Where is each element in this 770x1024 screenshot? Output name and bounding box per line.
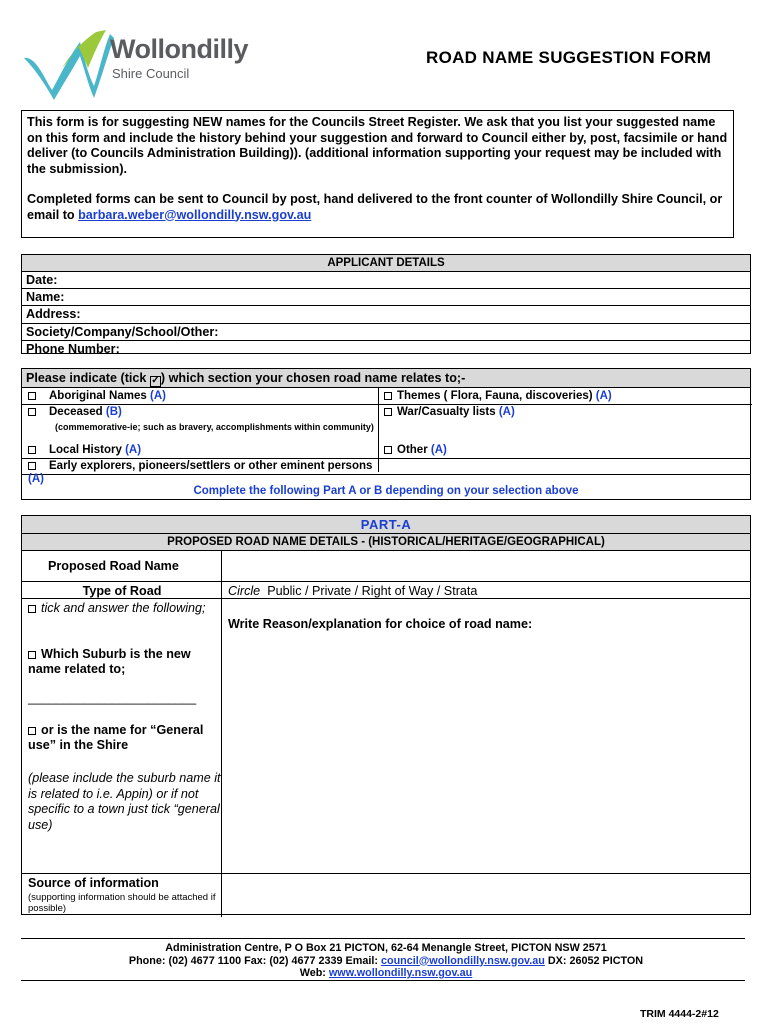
address-field[interactable]: Address: (22, 306, 750, 323)
suburb-note: (please include the suburb name it is related to i.e. Appin) or if not specific to a town just tick “general use) (28, 771, 221, 832)
reason-label: Write Reason/explanation for choice of road name: (228, 617, 533, 631)
name-field[interactable]: Name: (22, 289, 750, 306)
checkbox-icon[interactable] (28, 727, 36, 735)
proposed-road-name-input[interactable] (223, 551, 750, 581)
society-field[interactable]: Society/Company/School/Other: (22, 324, 750, 341)
tag-a: (A) (498, 406, 515, 418)
footer-divider-bottom (21, 980, 745, 981)
proposed-road-name-label: Proposed Road Name (48, 559, 179, 573)
type-of-road-label: Type of Road (82, 584, 162, 598)
form-title: ROAD NAME SUGGESTION FORM (426, 48, 712, 67)
deceased-note: (commemorative-ie; such as bravery, accomplishments within community) (55, 422, 374, 432)
source-input[interactable] (223, 874, 750, 916)
other-label: Other (397, 444, 428, 456)
checkbox-icon[interactable] (28, 462, 36, 470)
aboriginal-label: Aboriginal Names (49, 390, 147, 402)
trim-reference: TRIM 4444-2#12 (640, 1008, 719, 1020)
category-grid (22, 388, 750, 484)
which-suburb-option[interactable] (28, 647, 218, 677)
checkbox-icon[interactable] (384, 408, 392, 416)
which-suburb-label: Which Suburb is the new name related to; (28, 647, 191, 676)
tag-a: (A) (149, 390, 166, 402)
circle-label: Circle (228, 584, 261, 598)
general-use-label: or is the name for “General use” in the Shire (28, 723, 204, 752)
footer-divider-top (21, 938, 745, 939)
local-history-option[interactable] (28, 444, 141, 456)
checkbox-icon[interactable] (28, 446, 36, 454)
local-history-label: Local History (49, 444, 122, 456)
footer (21, 942, 751, 980)
checkbox-icon[interactable] (384, 392, 392, 400)
applicant-details-section (21, 254, 751, 354)
footer-address: Administration Centre, P O Box 21 PICTON, 62-64 Menangle Street, PICTON NSW 2571 (165, 942, 607, 954)
footer-contact (21, 955, 751, 968)
logo-wordmark: Wollondilly (110, 34, 248, 64)
tag-b: (B) (105, 406, 122, 418)
early-explorers-label: Early explorers, pioneers/settlers or other eminent persons (49, 460, 373, 472)
general-use-option[interactable] (28, 723, 218, 753)
complete-instruction: Complete the following Part A or B depending on your selection above (193, 485, 579, 497)
intro-paragraph: This form is for suggesting NEW names for the Councils Street Register. We ask that you list your suggested name on this form and include the history behind your suggestion and forward to Council either by, post, facsimile or hand deliver (to Councils Administration Building)). (additional information supporting your request may be included with the submission). (27, 115, 728, 176)
phone-field[interactable]: Phone Number: (26, 341, 120, 356)
date-field[interactable]: Date: (22, 272, 750, 289)
category-section (21, 368, 751, 500)
aboriginal-option[interactable] (28, 390, 166, 402)
source-label: Source of information (28, 876, 159, 890)
footer-email-link[interactable]: council@wollondilly.nsw.gov.au (380, 954, 545, 967)
part-a-body (22, 551, 750, 917)
part-a-title: PART-A (22, 516, 750, 534)
themes-option[interactable] (384, 390, 612, 402)
intro-box (21, 110, 734, 238)
category-heading (22, 369, 750, 388)
checkbox-icon[interactable] (28, 392, 36, 400)
war-label: War/Casualty lists (397, 406, 496, 418)
circle-options[interactable] (228, 584, 477, 598)
tag-a: (A) (595, 390, 612, 402)
submission-paragraph (27, 192, 728, 223)
submission-text: Completed forms can be sent to Council by post, hand delivered to the front counter of Wollondilly Shire Council, or email to (27, 192, 723, 222)
tick-box-icon (28, 605, 36, 613)
road-type-options: Public / Private / Right of Way / Strata (267, 584, 478, 598)
logo-subtitle: Shire Council (112, 66, 190, 81)
checkbox-icon[interactable] (28, 651, 36, 659)
checkbox-icon[interactable] (384, 446, 392, 454)
footer-phone: Phone: (02) 4677 1100 Fax: (02) 4677 2339 Email: (128, 954, 381, 967)
part-a-subtitle: PROPOSED ROAD NAME DETAILS - (HISTORICAL/HERITAGE/GEOGRAPHICAL) (22, 534, 750, 551)
tick-box-icon: ✓ (151, 375, 160, 386)
category-heading-suffix: ) which section your chosen road name relates to;- (160, 371, 466, 385)
deceased-option[interactable] (28, 406, 122, 418)
source-note: (supporting information should be attached if possible) (28, 892, 216, 914)
tag-a: (A) (430, 444, 447, 456)
tick-instruction-text: tick and answer the following; (41, 601, 206, 615)
tag-a: (A) (28, 473, 44, 485)
themes-label: Themes ( Flora, Fauna, discoveries) (397, 390, 593, 402)
checkbox-icon[interactable] (28, 408, 36, 416)
footer-dx: DX: 26052 PICTON (544, 954, 644, 967)
applicant-heading: APPLICANT DETAILS (22, 255, 750, 272)
suburb-blank-line[interactable]: ________________________ (28, 691, 197, 705)
tick-instruction (28, 601, 218, 616)
deceased-label: Deceased (49, 406, 103, 418)
reason-textarea[interactable] (223, 635, 750, 871)
footer-web (21, 967, 751, 980)
footer-web-label: Web: (299, 967, 329, 979)
footer-web-link[interactable]: www.wollondilly.nsw.gov.au (328, 967, 473, 979)
other-option[interactable] (384, 444, 447, 456)
category-heading-prefix: Please indicate (tick (26, 371, 150, 385)
war-option[interactable] (384, 406, 515, 418)
part-a-section (21, 515, 751, 915)
email-link[interactable]: barbara.weber@wollondilly.nsw.gov.au (78, 207, 312, 222)
tag-a: (A) (125, 444, 142, 456)
